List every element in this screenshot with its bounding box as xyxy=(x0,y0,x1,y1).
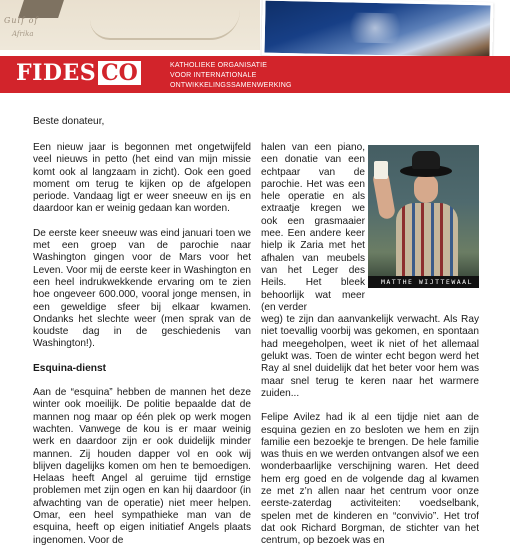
photo-credit: MATTHE WIJTTEWAAL xyxy=(380,278,473,286)
map-label-2: Afrika xyxy=(12,30,34,38)
map-illustration xyxy=(0,0,260,50)
header-photo xyxy=(261,0,493,60)
coastline xyxy=(90,10,240,40)
logo-co: CO xyxy=(98,61,141,85)
fidesco-logo xyxy=(16,61,141,85)
tagline-line-3: ONTWIKKELINGSSAMENWERKING xyxy=(170,82,292,89)
paragraph-2: De eerste keer sneeuw was eind januari toen we met een groep van de parochie naar Washington gingen voor de Mars voor het Leven. Voor mij de eerste keer in Washington en een heel indrukwekkende ervaring om te zien hoe ongeveer 600.000, vooral jonge mensen, in een geweldige sfeer bij elkaar kwamen. Ondanks het slechte weer (men sprak van de koudste dag in de geschiedenis van Washington!). xyxy=(33,227,251,350)
volunteer-photo xyxy=(368,145,479,288)
page-header xyxy=(0,0,510,93)
left-column xyxy=(33,142,251,559)
map-label: Gulf of xyxy=(4,16,39,25)
tagline-line-1: KATHOLIEKE ORGANISATIE xyxy=(170,62,268,69)
paragraph-wrap: halen van een piano, een donatie van een echtpaar van de parochie. Het was een hele operatie en als extraatje kregen we ook een grasmaaier mee. Een andere keer hielp ik Zaria met het afhalen van meubels van het Leger des Heils. Het bleek behoorlijk wat meer (en verder xyxy=(261,142,365,313)
paragraph-continued: weg) te zijn dan aanvankelijk verwacht. Als Ray niet toevallig voorbij was gekomen, en spontaan had meegeholpen, weet ik niet of het allemaal gelukt was. Toen de winter echt begon werd het Ray al snel duidelijk dat het beter voor hem was maar snel terug te keren naar het warmere zuiden... xyxy=(261,314,479,399)
organisation-tagline xyxy=(170,61,370,91)
paragraph-3: Aan de “esquina” hebben de mannen het deze winter ook moeilijk. De politie bepaalde dat de mannen nog maar op één plek op werk mogen wachten. Vanwege de kou is er maar weinig werk en daardoor zijn er ook duidelijk minder mannen. Zij houden dapper vol en ook wij blijven dagelijks komen om hen te bemoedigen. Helaas heeft Angel al geruime tijd ernstige problemen met zijn ogen en kan hij daardoor (in afwachting van de operatie) niet meer helpen. Omar, een heel sympathieke man van de esquina, heeft op eigen initiatief Angels plaats ingenomen. Voor de xyxy=(33,387,251,546)
glass xyxy=(374,161,388,179)
salutation: Beste donateur, xyxy=(33,116,105,127)
section-heading: Esquina-dienst xyxy=(33,362,107,374)
photo-highlight xyxy=(335,12,416,44)
face xyxy=(414,175,438,203)
hat-crown xyxy=(412,151,440,169)
paragraph-1: Een nieuw jaar is begonnen met ongetwijfeld veel nieuws in petto (het eind van mijn missie komt ook al langzaam in zicht). Ook een goed moment om terug te kijken op de afgelopen periode. Vandaag ligt er weer sneeuw en ijs en daardoor kan er weinig gedaan kan worden. xyxy=(33,142,251,215)
tagline-line-2: VOOR INTERNATIONALE xyxy=(170,72,257,79)
paragraph-felipe: Felipe Avilez had ik al een tijdje niet aan de esquina gezien en zo besloten we hem en zijn familie een bezoekje te brengen. De hele familie was thuis en we werden ontvangen alsof we een wonderbaarlijke verschijning waren. Het deed hem erg goed en de volgende dag al kwamen ze met z’n allen naar het centrum voor onze eerste-zaterdag activiteiten: voedselbank, spelen met de kinderen en “convivio”. Het trof dat ook Richard Borgman, de stichter van het centrum, op bezoek was en xyxy=(261,412,479,547)
logo-fides: FIDES xyxy=(16,60,97,86)
photo-caption xyxy=(368,276,479,288)
